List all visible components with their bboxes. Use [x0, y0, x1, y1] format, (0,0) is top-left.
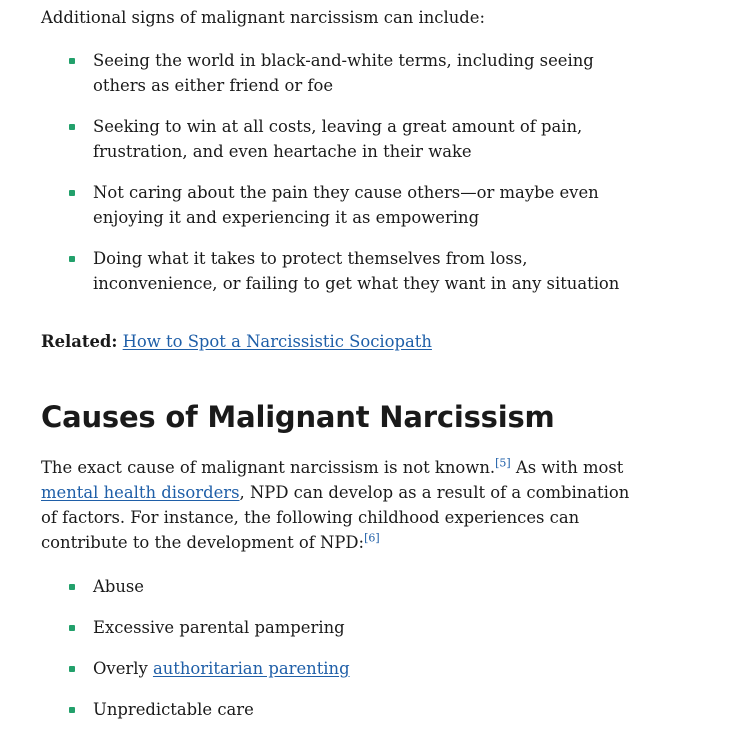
- list-item: [41, 697, 641, 722]
- list-item-text: Abuse: [93, 577, 144, 596]
- list-item-text: Seeking to win at all costs, leaving a great amount of pain, frustration, and even heartache in their wake: [93, 117, 583, 161]
- bullet-icon: [69, 707, 75, 713]
- list-item: [41, 48, 641, 98]
- bullet-icon: [69, 584, 75, 590]
- list-item-text: Unpredictable care: [93, 700, 254, 719]
- list-item-prefix: Overly: [93, 659, 153, 678]
- related-article-link[interactable]: How to Spot a Narcissistic Sociopath: [122, 332, 432, 351]
- bullet-icon: [69, 124, 75, 130]
- list-item: [41, 656, 641, 681]
- authoritarian-parenting-link[interactable]: authoritarian parenting: [152, 659, 350, 678]
- experiences-list: [41, 574, 641, 738]
- list-item: [41, 574, 641, 599]
- citation-6-link[interactable]: [6]: [364, 531, 380, 545]
- list-item-text: Not caring about the pain they cause others—or maybe even enjoying it and experiencing it as empowering: [93, 183, 599, 227]
- bullet-icon: [69, 58, 75, 64]
- list-item: [41, 180, 641, 230]
- bullet-icon: [69, 190, 75, 196]
- causes-text-1: The exact cause of malignant narcissism is not known.: [41, 458, 496, 477]
- list-item: [41, 246, 641, 296]
- causes-paragraph: [41, 455, 641, 555]
- intro-paragraph: Additional signs of malignant narcissism can include:: [41, 8, 486, 27]
- bullet-icon: [69, 256, 75, 262]
- bullet-icon: [69, 666, 75, 672]
- list-item: [41, 114, 641, 164]
- related-label: Related:: [41, 332, 118, 351]
- section-heading: Causes of Malignant Narcissism: [41, 400, 555, 434]
- causes-text-2: As with most: [510, 458, 624, 477]
- bullet-icon: [69, 625, 75, 631]
- mental-health-disorders-link[interactable]: mental health disorders: [41, 483, 240, 502]
- related-line: [41, 329, 432, 354]
- citation-5-link[interactable]: [5]: [495, 456, 511, 470]
- causes-text-3: , NPD can develop as a result of a combination of factors. For instance, the following childhood experiences can contribute to the development of NPD:: [41, 483, 630, 552]
- citation-6[interactable]: [364, 532, 380, 545]
- list-item: [41, 615, 641, 640]
- list-item-text: Excessive parental pampering: [93, 618, 345, 637]
- citation-5[interactable]: [495, 457, 511, 470]
- list-item-text: Doing what it takes to protect themselves from loss, inconvenience, or failing to get what they want in any situation: [93, 249, 620, 293]
- list-item-text: Seeing the world in black-and-white terms, including seeing others as either friend or foe: [93, 51, 594, 95]
- signs-list: [41, 48, 641, 312]
